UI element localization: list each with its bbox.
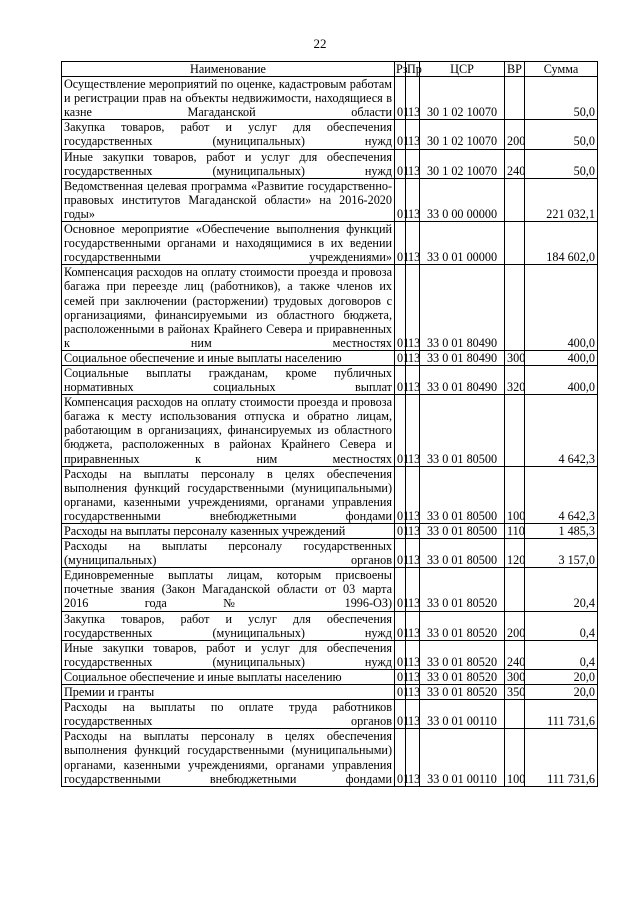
- row-name: Единовременные выплаты лицам, которым присвоены почетные звания (Закон Магаданской области от 03 марта 2016 года № 1996-ОЗ): [62, 568, 395, 611]
- table-row: [62, 365, 598, 394]
- row-pr: 13: [406, 149, 420, 178]
- row-rz: 01: [395, 729, 406, 786]
- table-row: [62, 222, 598, 265]
- row-pr: 13: [406, 611, 420, 640]
- table-row: [62, 120, 598, 149]
- row-pr: 13: [406, 77, 420, 120]
- row-vr: [505, 178, 525, 221]
- row-sum: 111 731,6: [525, 700, 598, 729]
- row-rz: 01: [395, 611, 406, 640]
- row-vr: 240: [505, 149, 525, 178]
- table-header-row: [62, 62, 598, 77]
- row-csr: 33 0 01 80500: [420, 395, 505, 466]
- row-pr: 13: [406, 395, 420, 466]
- row-sum: 1 485,3: [525, 524, 598, 539]
- row-name: Компенсация расходов на оплату стоимости проезда и провоза багажа к месту использования отпуска и обратно лицам, работающим в организациях, финансируемых из областного бюджета, расположенных в районах Крайнего Севера и приравненных к ним местностях: [62, 395, 395, 466]
- row-csr: 33 0 01 80490: [420, 265, 505, 351]
- table-row: [62, 466, 598, 523]
- row-rz: 01: [395, 685, 406, 700]
- row-rz: 01: [395, 466, 406, 523]
- row-vr: [505, 77, 525, 120]
- row-csr: 33 0 01 80500: [420, 524, 505, 539]
- row-vr: [505, 265, 525, 351]
- row-vr: 100: [505, 729, 525, 786]
- row-rz: 01: [395, 539, 406, 568]
- row-name: Ведомственная целевая программа «Развитие государственно-правовых институтов Магаданской области» на 2016-2020 годы»: [62, 178, 395, 221]
- row-csr: 33 0 01 00110: [420, 729, 505, 786]
- row-vr: 350: [505, 685, 525, 700]
- row-pr: 13: [406, 729, 420, 786]
- row-name: Закупка товаров, работ и услуг для обеспечения государственных (муниципальных) нужд: [62, 611, 395, 640]
- row-sum: 3 157,0: [525, 539, 598, 568]
- row-sum: 50,0: [525, 77, 598, 120]
- row-sum: 4 642,3: [525, 395, 598, 466]
- row-name: Закупка товаров, работ и услуг для обеспечения государственных (муниципальных) нужд: [62, 120, 395, 149]
- row-csr: 33 0 01 80500: [420, 466, 505, 523]
- row-sum: 4 642,3: [525, 466, 598, 523]
- row-rz: 01: [395, 77, 406, 120]
- row-name: Социальное обеспечение и иные выплаты населению: [62, 669, 395, 684]
- row-sum: 0,4: [525, 611, 598, 640]
- row-vr: [505, 395, 525, 466]
- table-row: [62, 149, 598, 178]
- row-rz: 01: [395, 350, 406, 365]
- table-row: [62, 568, 598, 611]
- row-name: Основное мероприятие «Обеспечение выполнения функций государственными органами и находящимися в их ведении государственными учреждениями»: [62, 222, 395, 265]
- row-vr: 110: [505, 524, 525, 539]
- row-name: Социальные выплаты гражданам, кроме публичных нормативных социальных выплат: [62, 365, 395, 394]
- table-row: [62, 265, 598, 351]
- row-rz: 01: [395, 265, 406, 351]
- row-csr: 33 0 01 80500: [420, 539, 505, 568]
- row-name: Расходы на выплаты персоналу в целях обеспечения выполнения функций государственными (муниципальными) органами, казенными учреждениями, органами управления государственными внебюджетными фондами: [62, 729, 395, 786]
- row-vr: 120: [505, 539, 525, 568]
- row-name: Расходы на выплаты персоналу казенных учреждений: [62, 524, 395, 539]
- row-rz: 01: [395, 365, 406, 394]
- row-vr: 300: [505, 350, 525, 365]
- row-name: Иные закупки товаров, работ и услуг для обеспечения государственных (муниципальных) нужд: [62, 640, 395, 669]
- table-row: [62, 350, 598, 365]
- row-pr: 13: [406, 222, 420, 265]
- table-row: [62, 611, 598, 640]
- row-sum: 400,0: [525, 350, 598, 365]
- row-rz: 01: [395, 222, 406, 265]
- row-csr: 33 0 01 80490: [420, 350, 505, 365]
- row-csr: 33 0 01 80520: [420, 568, 505, 611]
- row-vr: [505, 222, 525, 265]
- row-rz: 01: [395, 700, 406, 729]
- row-vr: 300: [505, 669, 525, 684]
- table-row: [62, 524, 598, 539]
- row-vr: [505, 568, 525, 611]
- row-csr: 33 0 01 80520: [420, 611, 505, 640]
- row-csr: 33 0 01 80520: [420, 685, 505, 700]
- row-csr: 30 1 02 10070: [420, 149, 505, 178]
- row-vr: 240: [505, 640, 525, 669]
- row-pr: 13: [406, 178, 420, 221]
- table-row: [62, 669, 598, 684]
- row-pr: 13: [406, 265, 420, 351]
- table-row: [62, 77, 598, 120]
- row-csr: 30 1 02 10070: [420, 77, 505, 120]
- row-sum: 400,0: [525, 365, 598, 394]
- row-vr: 200: [505, 120, 525, 149]
- row-rz: 01: [395, 395, 406, 466]
- table-row: [62, 539, 598, 568]
- row-name: Социальное обеспечение и иные выплаты населению: [62, 350, 395, 365]
- header-sum: Сумма: [525, 62, 598, 77]
- row-rz: 01: [395, 640, 406, 669]
- row-csr: 33 0 01 80520: [420, 640, 505, 669]
- header-csr: ЦСР: [420, 62, 505, 77]
- row-pr: 13: [406, 524, 420, 539]
- header-vr: ВР: [505, 62, 525, 77]
- header-rz: Рз: [396, 62, 408, 76]
- row-sum: 400,0: [525, 265, 598, 351]
- row-csr: 33 0 01 00110: [420, 700, 505, 729]
- row-csr: 33 0 01 00000: [420, 222, 505, 265]
- row-sum: 221 032,1: [525, 178, 598, 221]
- row-name: Расходы на выплаты персоналу в целях обеспечения выполнения функций государственными (муниципальными) органами, казенными учреждениями, органами управления государственными внебюджетными фондами: [62, 466, 395, 523]
- row-rz: 01: [395, 178, 406, 221]
- table-row: [62, 640, 598, 669]
- row-rz: 01: [395, 524, 406, 539]
- row-sum: 50,0: [525, 120, 598, 149]
- row-csr: 33 0 00 00000: [420, 178, 505, 221]
- row-pr: 13: [406, 669, 420, 684]
- row-vr: 100: [505, 466, 525, 523]
- row-sum: 50,0: [525, 149, 598, 178]
- table-row: [62, 685, 598, 700]
- budget-table: [61, 61, 598, 787]
- row-name: Премии и гранты: [62, 685, 395, 700]
- row-sum: 20,0: [525, 685, 598, 700]
- row-name: Расходы на выплаты персоналу государственных (муниципальных) органов: [62, 539, 395, 568]
- row-rz: 01: [395, 149, 406, 178]
- table-row: [62, 178, 598, 221]
- row-vr: 320: [505, 365, 525, 394]
- row-csr: 30 1 02 10070: [420, 120, 505, 149]
- row-pr: 13: [406, 640, 420, 669]
- row-sum: 184 602,0: [525, 222, 598, 265]
- row-rz: 01: [395, 669, 406, 684]
- row-name: Осуществление мероприятий по оценке, кадастровым работам и регистрации прав на объекты недвижимости, находящиеся в казне Магаданской области: [62, 77, 395, 120]
- page-number: 22: [313, 36, 327, 51]
- row-pr: 13: [406, 120, 420, 149]
- row-vr: [505, 700, 525, 729]
- table-row: [62, 729, 598, 786]
- row-name: Иные закупки товаров, работ и услуг для обеспечения государственных (муниципальных) нужд: [62, 149, 395, 178]
- header-name: Наименование: [62, 62, 395, 77]
- row-sum: 0,4: [525, 640, 598, 669]
- header-pr: Пр: [407, 62, 422, 76]
- row-vr: 200: [505, 611, 525, 640]
- row-name: Расходы на выплаты по оплате труда работников государственных органов: [62, 700, 395, 729]
- row-sum: 20,4: [525, 568, 598, 611]
- row-csr: 33 0 01 80520: [420, 669, 505, 684]
- row-name: Компенсация расходов на оплату стоимости проезда и провоза багажа при переезде лиц (работников), а также членов их семей при заключении (расторжении) трудовых договоров с организациями, финансируемыми из областного бюджета, расположенными в районах Крайнего Севера и приравненных к ним местностях: [62, 265, 395, 351]
- row-pr: 13: [406, 365, 420, 394]
- row-pr: 13: [406, 568, 420, 611]
- table-row: [62, 700, 598, 729]
- row-sum: 20,0: [525, 669, 598, 684]
- row-sum: 111 731,6: [525, 729, 598, 786]
- row-csr: 33 0 01 80490: [420, 365, 505, 394]
- row-pr: 13: [406, 466, 420, 523]
- row-rz: 01: [395, 568, 406, 611]
- row-pr: 13: [406, 685, 420, 700]
- table-row: [62, 395, 598, 466]
- row-pr: 13: [406, 700, 420, 729]
- row-rz: 01: [395, 120, 406, 149]
- row-pr: 13: [406, 539, 420, 568]
- row-pr: 13: [406, 350, 420, 365]
